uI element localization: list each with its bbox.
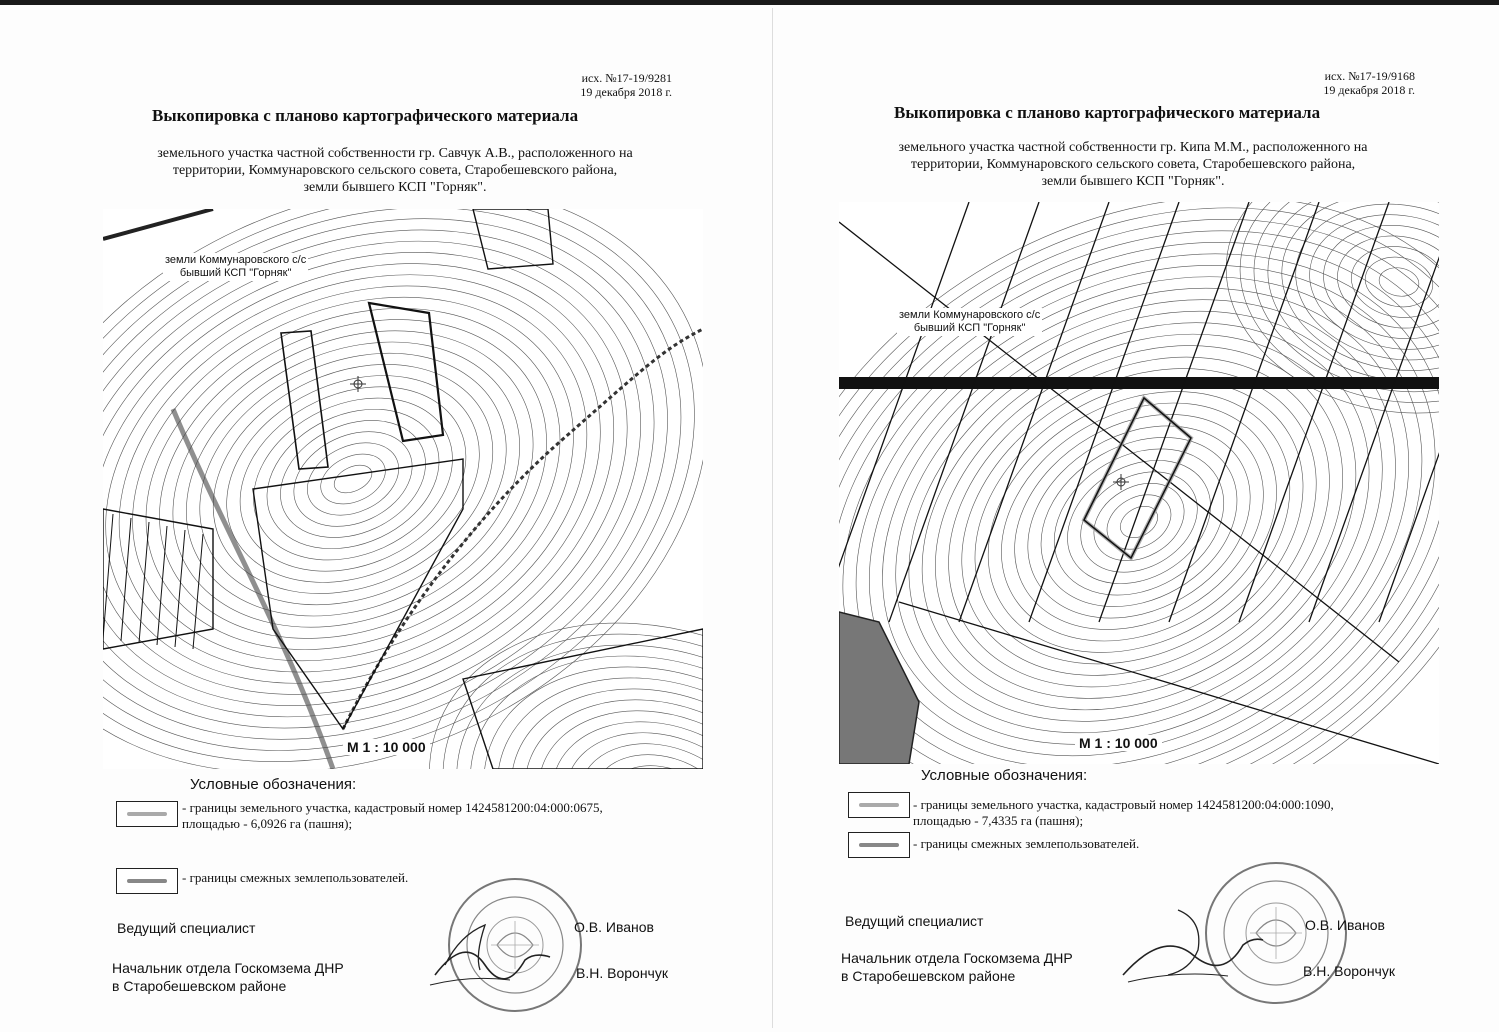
contour-line: [159, 305, 548, 652]
document-subtitle: [95, 145, 695, 196]
reference-date: 19 декабря 2018 г.: [580, 85, 672, 99]
legend-stroke: [127, 812, 167, 816]
role-line: Начальник отдела Госкомзема ДНР: [112, 960, 344, 976]
legend-stroke: [859, 803, 899, 807]
contour-line: [103, 209, 703, 769]
adjacent-boundary: [1239, 202, 1389, 622]
contour-line: [103, 209, 703, 769]
legend-adjacent-boundary-swatch: [848, 832, 910, 858]
role-line: в Старобешевском районе: [841, 968, 1016, 984]
contour-line: [477, 648, 703, 769]
right-page: [773, 0, 1499, 1032]
contour-line: [1361, 252, 1436, 312]
adjacent-boundary: [463, 629, 703, 769]
legend-line: площадью - 7,4335 га (пашня);: [913, 813, 1084, 828]
contour-line: [906, 307, 1372, 737]
contour-line: [561, 721, 703, 769]
contour-line: [124, 274, 581, 683]
handwritten-signature-icon: [425, 905, 555, 995]
contour-line: [330, 460, 376, 499]
reference-block: [580, 71, 672, 99]
map-label-line: земли Коммунаровского с/с: [899, 309, 1041, 321]
contour-line: [527, 692, 703, 769]
road: [839, 377, 1439, 389]
contour-line: [1314, 214, 1439, 351]
subtitle-line: территории, Коммунаровского сельского совета, Старобешевского района,: [172, 163, 618, 178]
adjacent-boundary: [281, 331, 328, 469]
adjacent-boundary: [839, 202, 969, 622]
contour-line: [103, 209, 703, 769]
legend-heading: Условные обозначения:: [921, 767, 1088, 784]
contour-line: [578, 736, 703, 769]
role-lead-specialist: Ведущий специалист: [845, 913, 984, 929]
contour-line: [244, 383, 462, 576]
map-land-label: [163, 253, 308, 281]
topographic-map: [839, 202, 1439, 764]
map-land-label: [897, 308, 1042, 336]
map-scale: М 1 : 10 000: [1075, 735, 1162, 751]
road: [103, 209, 213, 239]
legend-plot-boundary-swatch: [848, 792, 910, 818]
map-label-line: бывший КСП "Горняк": [913, 322, 1026, 334]
contour-line: [444, 619, 703, 769]
contour-line: [1252, 202, 1439, 401]
topographic-map: [103, 209, 703, 769]
map-scale: М 1 : 10 000: [343, 739, 430, 755]
legend-plot-boundary-text: [182, 800, 603, 832]
document-title: Выкопировка с планово картографического материала: [152, 106, 579, 125]
contour-line: [103, 244, 616, 715]
contour-line: [107, 259, 599, 699]
adjacent-boundary: [121, 518, 131, 641]
contour-line: [976, 371, 1303, 673]
contour-line: [1205, 202, 1439, 440]
reference-block: [1323, 69, 1415, 97]
contour-line: [278, 413, 427, 544]
legend-plot-boundary-swatch: [116, 801, 178, 827]
contour-line: [871, 275, 1406, 764]
role-department-head: [841, 949, 1073, 985]
subtitle-line: территории, Коммунаровского сельского совета, Старобешевского района,: [910, 157, 1356, 172]
adjacent-boundary: [1309, 202, 1439, 622]
role-lead-specialist: Ведущий специалист: [117, 920, 256, 936]
adjacent-boundary: [1169, 202, 1319, 622]
contour-line: [210, 352, 496, 607]
map-label-line: бывший КСП "Горняк": [179, 267, 292, 279]
map-drawing: [103, 209, 703, 769]
contour-line: [103, 209, 703, 769]
contour-line: [839, 202, 1439, 764]
legend-plot-boundary-text: [913, 797, 1334, 829]
adjacent-boundary: [839, 222, 1399, 662]
signatory-name: О.В. Иванов: [574, 919, 654, 935]
legend-adjacent-boundary-text: - границы смежных землепользователей.: [913, 836, 1140, 851]
contour-line: [1080, 468, 1198, 577]
contour-line: [227, 367, 479, 591]
subtitle-line: земли бывшего КСП "Горняк".: [1041, 174, 1225, 189]
adjacent-boundary: [253, 459, 463, 729]
subtitle-line: земельного участка частной собственности гр. Кипа М.М., расположенного на: [898, 140, 1368, 155]
contour-line: [176, 321, 531, 637]
contour-line: [889, 291, 1389, 754]
role-line: Начальник отдела Госкомзема ДНР: [841, 950, 1073, 966]
adjacent-boundary: [103, 514, 113, 639]
role-line: в Старобешевском районе: [112, 978, 287, 994]
contour-line: [1028, 419, 1250, 624]
role-department-head: [112, 959, 344, 995]
water-body: [839, 612, 919, 764]
contour-line: [193, 336, 513, 622]
handwritten-signature-icon: [1118, 890, 1268, 990]
legend-line: - границы земельного участка, кадастровый номер 1424581200:04:000:1090,: [913, 797, 1334, 812]
adjacent-boundary: [175, 530, 185, 647]
reference-number: исх. №17-19/9281: [581, 71, 672, 85]
adjacent-boundary: [1099, 202, 1249, 622]
contour-line: [1010, 403, 1267, 640]
map-drawing: [839, 202, 1439, 764]
contour-line: [296, 429, 411, 529]
signatory-name: В.Н. Ворончук: [1303, 963, 1395, 979]
legend-adjacent-boundary-text: - границы смежных землепользователей.: [182, 870, 409, 885]
signatory-name: В.Н. Ворончук: [576, 965, 668, 981]
contour-line: [377, 560, 703, 769]
contour-line: [427, 604, 703, 769]
contour-line: [1346, 239, 1439, 325]
contour-line: [261, 398, 444, 560]
adjacent-boundary: [899, 602, 1439, 764]
contour-line: [941, 339, 1337, 705]
signatory-name: О.В. Иванов: [1305, 917, 1385, 933]
contour-line: [103, 209, 703, 769]
map-label-line: земли Коммунаровского с/с: [165, 254, 307, 266]
legend-stroke: [859, 843, 899, 847]
contour-line: [1377, 265, 1421, 300]
contour-line: [1097, 484, 1180, 560]
legend-heading: Условные обозначения:: [190, 776, 357, 793]
legend-stroke: [127, 879, 167, 883]
crosshair-icon: [1113, 474, 1129, 490]
document-title: Выкопировка с планово картографического материала: [894, 103, 1321, 122]
contour-line: [103, 209, 702, 769]
contour-line: [103, 209, 667, 761]
contour-line: [494, 663, 703, 769]
subtitle-line: земельного участка частной собственности гр. Савчук А.В., расположенного на: [157, 146, 633, 161]
legend-line: площадью - 6,0926 га (пашня);: [182, 816, 353, 831]
legend-line: - границы земельного участка, кадастровый номер 1424581200:04:000:0675,: [182, 800, 603, 815]
legend-adjacent-boundary-swatch: [116, 868, 178, 894]
subtitle-line: земли бывшего КСП "Горняк".: [303, 180, 487, 195]
reference-date: 19 декабря 2018 г.: [1323, 83, 1415, 97]
contour-line: [103, 209, 703, 769]
contour-line: [594, 751, 703, 769]
document-subtitle: [833, 139, 1433, 190]
reference-number: исх. №17-19/9168: [1324, 69, 1415, 83]
